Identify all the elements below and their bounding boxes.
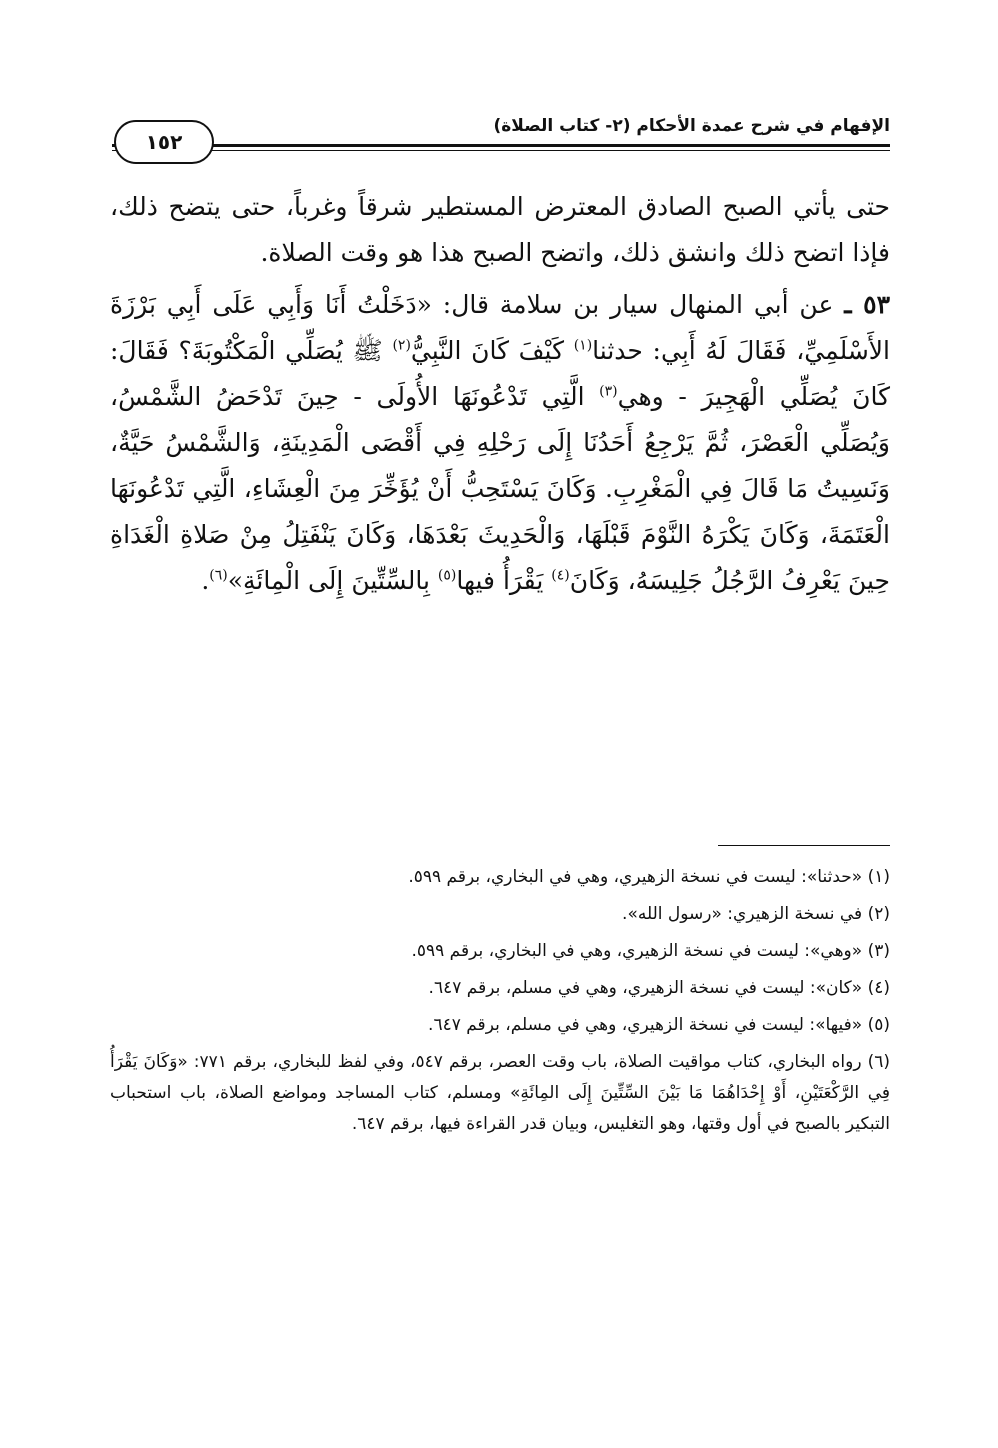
- hadith-paragraph: [110, 282, 890, 604]
- footnote-4: (٤) «كان»: ليست في نسخة الزهيري، وهي في مسلم، برقم ٦٤٧.: [428, 978, 890, 998]
- page-number: ١٥٢: [114, 120, 214, 164]
- footnote-separator: [718, 845, 890, 846]
- footnote-ref: (١): [573, 337, 593, 354]
- running-title: الإفهام في شرح عمدة الأحكام (٢- كتاب الصلاة): [493, 116, 890, 136]
- footnote-ref: (٦): [209, 567, 228, 584]
- footnote-ref: (٤): [551, 567, 570, 584]
- hadith-text: .: [201, 566, 210, 595]
- hadith-text: كَيْفَ كَانَ النَّبِيُّ: [410, 336, 574, 365]
- footnote-ref: (٣): [599, 383, 618, 400]
- main-text: [110, 184, 890, 604]
- footnotes: [110, 860, 890, 1142]
- hadith-text: عن أبي المنهال سيار بن سلامة قال: «دَخَلْتُ أَنَا وَأَبِي عَلَى أَبِي بَرْزَةَ الأَسْلَمِيِّ، فَقَالَ لَهُ أَبِي: حدثنا: [110, 290, 890, 365]
- header-rule-thick: [112, 144, 890, 147]
- footnote-ref: (٢): [392, 337, 411, 354]
- hadith-text: ﷺ يُصَلِّي الْمَكْتُوبَةَ؟ فَقَالَ: كَانَ يُصَلِّي الْهَجِيرَ - وهي: [110, 336, 890, 411]
- hadith-text: الَّتِي تَدْعُونَهَا الأُولَى - حِينَ تَدْحَضُ الشَّمْسُ، وَيُصَلِّي الْعَصْرَ، ثُمَّ يَرْجِعُ أَحَدُنَا إِلَى رَحْلِهِ فِي أَقْصَى الْمَدِينَةِ، وَالشَّمْسُ حَيَّةٌ، وَنَسِيتُ مَا قَالَ فِي الْمَغْرِبِ. وَكَانَ يَسْتَحِبُّ أَنْ يُؤَخِّرَ مِنَ الْعِشَاءِ، الَّتِي تَدْعُونَهَا الْعَتَمَةَ، وَكَانَ يَكْرَهُ النَّوْمَ قَبْلَهَا، وَالْحَدِيثَ بَعْدَهَا، وَكَانَ يَنْفَتِلُ مِنْ صَلاةِ الْغَدَاةِ حِينَ يَعْرِفُ الرَّجُلُ جَلِيسَهُ، وَكَانَ: [110, 382, 890, 595]
- header-rule-thin: [112, 150, 890, 151]
- footnote-6: (٦) رواه البخاري، كتاب مواقيت الصلاة، باب وقت العصر، برقم ٥٤٧، وفي لفظ للبخاري، برقم ٧٧١: «وَكَانَ يَقْرَأُ فِي الرَّكْعَتَيْنِ، أَوْ إِحْدَاهُمَا مَا بَيْنَ السِّتِّينَ إِلَى المِائَةِ» ومسلم، كتاب المساجد ومواضع الصلاة، باب استحباب التبكير بالصبح في أول وقتها، وهو التغليس، وبيان قدر القراءة فيها، برقم ٦٤٧.: [110, 1052, 890, 1134]
- footnote-2: (٢) في نسخة الزهيري: «رسول الله».: [622, 904, 890, 924]
- hadith-text: بِالسِّتِّينَ إِلَى الْمِائَةِ»: [227, 566, 438, 595]
- hadith-text: يَقْرَأُ فيها: [456, 566, 552, 595]
- hadith-number: ٥٣ ـ: [844, 290, 890, 319]
- footnote-1: (١) «حدثنا»: ليست في نسخة الزهيري، وهي في البخاري، برقم ٥٩٩.: [408, 867, 890, 887]
- intro-paragraph: حتى يأتي الصبح الصادق المعترض المستطير شرقاً وغرباً، حتى يتضح ذلك، فإذا اتضح ذلك وانشق ذلك، واتضح الصبح هذا هو وقت الصلاة.: [110, 192, 890, 267]
- footnote-3: (٣) «وهي»: ليست في نسخة الزهيري، وهي في البخاري، برقم ٥٩٩.: [411, 941, 890, 961]
- page-header: [112, 112, 890, 158]
- footnote-5: (٥) «فيها»: ليست في نسخة الزهيري، وهي في مسلم، برقم ٦٤٧.: [428, 1015, 890, 1035]
- footnote-ref: (٥): [437, 567, 457, 584]
